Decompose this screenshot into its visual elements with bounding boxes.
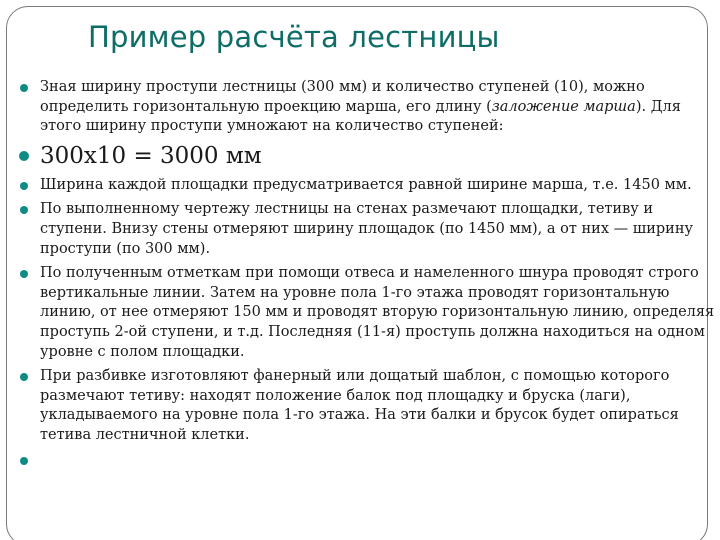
bullet-text: По выполненному чертежу лестницы на стенах размечают площадки, тетиву и ступени. Внизу стены отмеряют ширину площадок (по 1450 мм), а от них — ширину проступи (по 300 мм). (40, 201, 694, 257)
bullet-item-formula (20, 142, 716, 170)
bullet-text: Зная ширину проступи лестницы (300 мм) и количество ступеней (10), можно определить горизонтальную проекцию марша, его длину ( (40, 79, 645, 115)
bullet-dot-icon (20, 270, 28, 278)
bullet-text: Ширина каждой площадки предусматривается равной ширине марша, т.е. 1450 мм. (40, 176, 692, 193)
bullet-item-template (20, 367, 716, 445)
bullet-dot-icon (20, 182, 28, 190)
formula-text: 300х10 = 3000 мм (40, 142, 262, 169)
bullet-item-lines (20, 264, 716, 362)
bullet-dot-icon (20, 373, 28, 381)
bullet-text: При разбивке изготовляют фанерный или дощатый шаблон, с помощью которого размечают тетиву: находят положение балок под площадку и бруска (лаги), укладываемого на уровне пола 1-го этажа. На эти балки и брусок будет опираться тетива лестничной клетки. (40, 368, 679, 443)
bullet-dot-icon (20, 84, 28, 92)
bullet-item-marking (20, 200, 716, 259)
slide-title: Пример расчёта лестницы (88, 20, 500, 54)
bullet-text: По полученным отметкам при помощи отвеса и намеленного шнура проводят строго вертикальные линии. Затем на уровне пола 1-го этажа проводят горизонтальную линию, от нее отмеряют 150 мм и проводят вторую горизонтальную линию, определяя проступь 2-ой ступени, и т.д. Последняя (11-я) проступь должна находиться на одном уровне с полом площадки. (40, 265, 715, 360)
bullet-dot-icon (19, 151, 29, 161)
bullet-list (20, 78, 716, 470)
bullet-item-landing-width (20, 176, 716, 196)
bullet-item-projection (20, 78, 716, 137)
bullet-dot-icon (20, 206, 28, 214)
bullet-text: ). Для этого ширину проступи умножают на количество ступеней: (40, 98, 681, 135)
bullet-item-empty (20, 451, 716, 465)
bullet-emphasis: заложение марша (491, 98, 636, 115)
bullet-dot-icon (20, 457, 28, 465)
